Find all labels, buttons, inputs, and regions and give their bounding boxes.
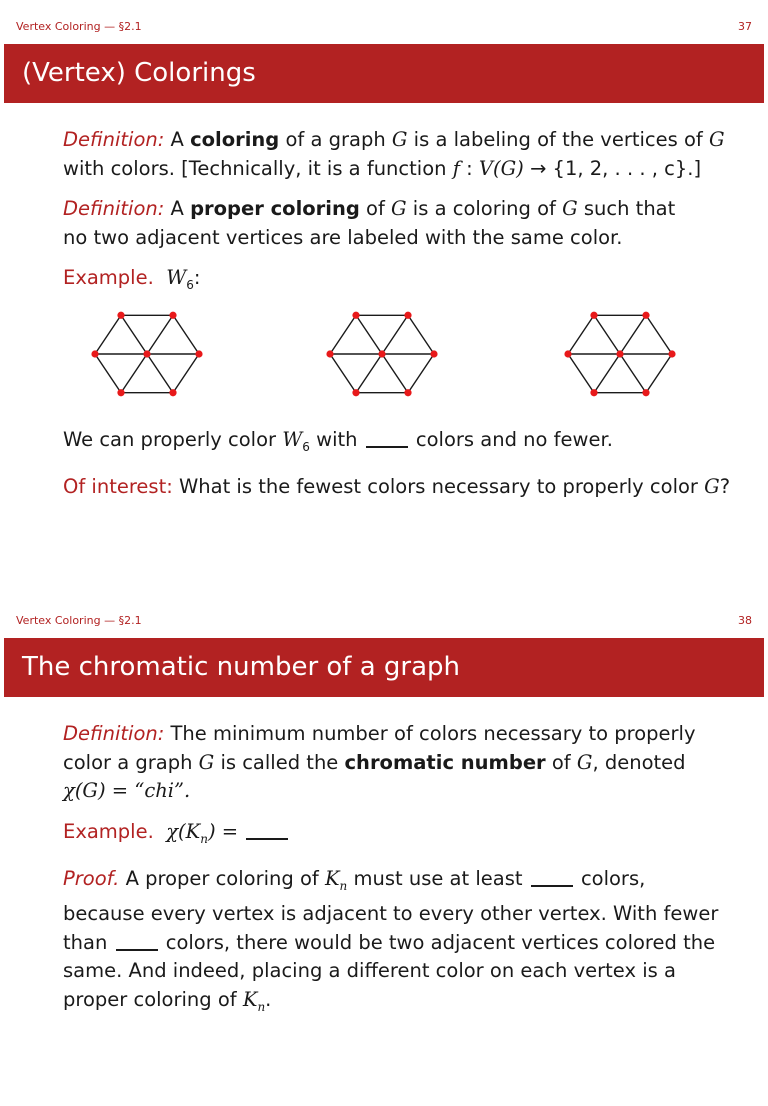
spoke-edge bbox=[121, 354, 147, 393]
rim-vertex bbox=[117, 312, 124, 319]
proof: Proof. A proper coloring of $K_n$ must use at least colors, because every vertex is adjacent to every other vertex. With fewer than colors, there would be two adjacent vertices colored the same. And indeed, placing a different color on each vertex is a proper coloring of $K_n$. bbox=[63, 866, 719, 1014]
example-label: Example. bbox=[63, 266, 154, 289]
rim-edge bbox=[408, 354, 434, 393]
spoke-edge bbox=[594, 354, 620, 393]
hub-vertex bbox=[616, 350, 623, 357]
wheel-graph-1 bbox=[85, 300, 211, 410]
rim-edge bbox=[408, 315, 434, 354]
rim-vertex bbox=[642, 312, 649, 319]
section-label: Vertex Coloring — §2.1 bbox=[16, 614, 142, 627]
rim-vertex bbox=[169, 312, 176, 319]
chi-notation: χ(G) = “chi”. bbox=[63, 779, 191, 802]
rim-edge bbox=[568, 354, 594, 393]
spoke-edge bbox=[382, 354, 408, 393]
of-interest-label: Of interest: bbox=[63, 475, 173, 499]
fill-in-blank[interactable] bbox=[366, 446, 408, 448]
rim-edge bbox=[646, 354, 672, 393]
rim-edge bbox=[95, 354, 121, 393]
fill-in-blank[interactable] bbox=[116, 949, 158, 951]
slide-content bbox=[63, 720, 719, 1033]
rim-vertex bbox=[117, 389, 124, 396]
rim-vertex bbox=[430, 350, 437, 357]
slide-37 bbox=[0, 0, 768, 512]
rim-vertex bbox=[326, 350, 333, 357]
rim-edge bbox=[173, 315, 199, 354]
definition-label: Definition: bbox=[63, 722, 165, 745]
definition-chromatic-number: Definition: The minimum number of colors necessary to properly color a graph G is called the chromatic number of G, denoted χ(G) = “chi”. bbox=[63, 722, 696, 802]
rim-edge bbox=[568, 315, 594, 354]
wheel-graph-2 bbox=[320, 300, 446, 410]
section-label: Vertex Coloring — §2.1 bbox=[16, 20, 142, 33]
page-number: 38 bbox=[738, 614, 752, 627]
rim-vertex bbox=[590, 389, 597, 396]
rim-vertex bbox=[91, 350, 98, 357]
wheel-graph-svg bbox=[85, 300, 211, 410]
spoke-edge bbox=[382, 315, 408, 354]
wheel-graph-svg bbox=[558, 300, 684, 410]
rim-vertex bbox=[195, 350, 202, 357]
definition-coloring: Definition: A coloring of a graph G is a labeling of the vertices of G with colors. [Technically, it is a function f : V(G) → {1, 2, . . . , c}.] bbox=[63, 128, 725, 180]
definition-label: Definition: bbox=[63, 197, 165, 220]
spoke-edge bbox=[594, 315, 620, 354]
title-bar bbox=[4, 638, 764, 697]
rim-vertex bbox=[668, 350, 675, 357]
statement-w6: We can properly color $W_6$ with colors and no fewer. bbox=[63, 428, 613, 454]
fill-in-blank[interactable] bbox=[246, 838, 288, 840]
wheel-graph-svg bbox=[320, 300, 446, 410]
definition-label: Definition: bbox=[63, 128, 165, 151]
rim-edge bbox=[95, 315, 121, 354]
spoke-edge bbox=[121, 315, 147, 354]
term-coloring: coloring bbox=[190, 128, 280, 151]
slide-38 bbox=[0, 594, 768, 1106]
hub-vertex bbox=[143, 350, 150, 357]
term-proper-coloring: proper coloring bbox=[190, 197, 360, 220]
page-number: 37 bbox=[738, 20, 752, 33]
wheel-graph-3 bbox=[558, 300, 684, 410]
rim-edge bbox=[646, 315, 672, 354]
rim-edge bbox=[173, 354, 199, 393]
spoke-edge bbox=[620, 315, 646, 354]
rim-vertex bbox=[642, 389, 649, 396]
slide-content-lower bbox=[63, 426, 731, 514]
rim-vertex bbox=[564, 350, 571, 357]
definition-proper-coloring: Definition: A proper coloring of G is a coloring of G such that no two adjacent vertices are labeled with the same color. bbox=[63, 197, 676, 249]
rim-vertex bbox=[352, 312, 359, 319]
example-w6: Example. $W_6$: bbox=[63, 266, 201, 292]
example-label: Example. bbox=[63, 819, 154, 843]
term-chromatic-number: chromatic number bbox=[344, 750, 546, 774]
rim-edge bbox=[330, 315, 356, 354]
of-interest: Of interest: What is the fewest colors necessary to properly color G? bbox=[63, 475, 731, 499]
rim-vertex bbox=[404, 389, 411, 396]
slide-content bbox=[63, 126, 725, 311]
slide-title: (Vertex) Colorings bbox=[22, 58, 256, 88]
spoke-edge bbox=[147, 354, 173, 393]
fill-in-blank[interactable] bbox=[531, 885, 573, 887]
rim-vertex bbox=[590, 312, 597, 319]
hub-vertex bbox=[378, 350, 385, 357]
title-bar bbox=[4, 44, 764, 103]
rim-vertex bbox=[352, 389, 359, 396]
rim-vertex bbox=[404, 312, 411, 319]
example-chi-kn: Example. $\chi(K_n)$ = bbox=[63, 818, 698, 853]
spoke-edge bbox=[620, 354, 646, 393]
rim-edge bbox=[330, 354, 356, 393]
rim-vertex bbox=[169, 389, 176, 396]
spoke-edge bbox=[356, 315, 382, 354]
spoke-edge bbox=[147, 315, 173, 354]
spoke-edge bbox=[356, 354, 382, 393]
slide-title: The chromatic number of a graph bbox=[22, 652, 461, 682]
proof-label: Proof. bbox=[63, 866, 120, 890]
